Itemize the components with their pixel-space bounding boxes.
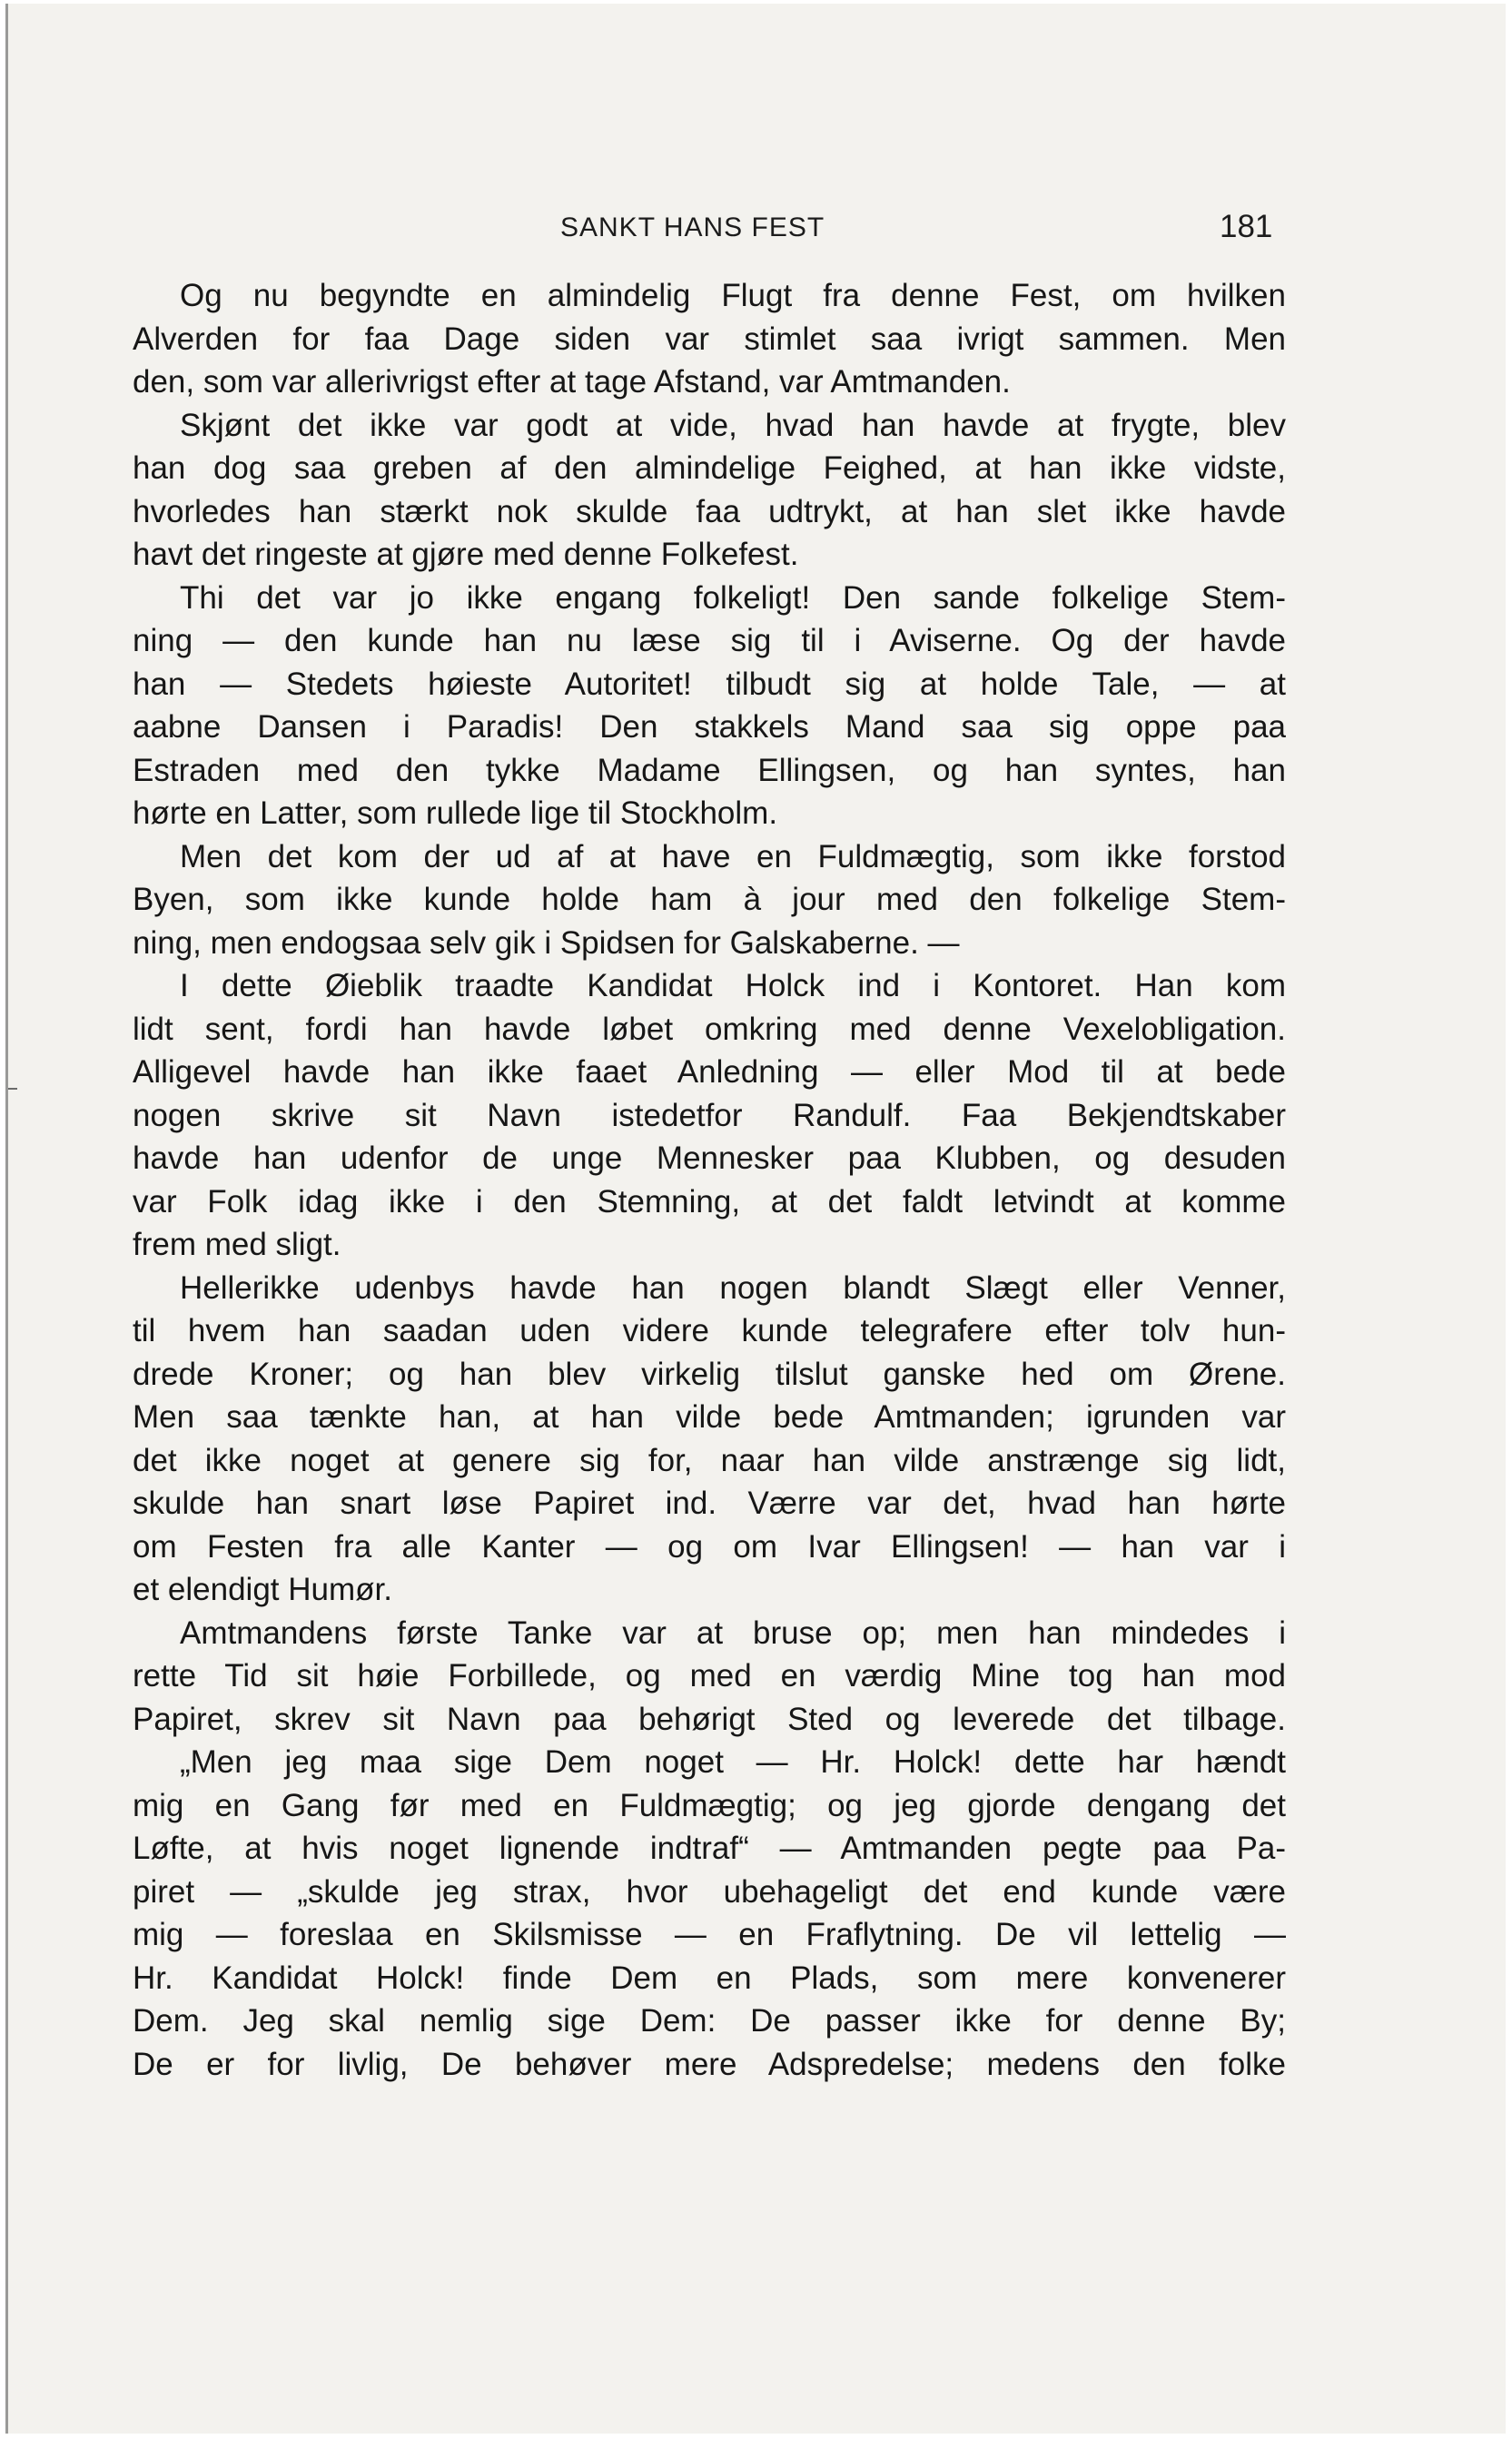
text-line: det ikke noget at genere sig for, naar han vilde anstrænge sig lidt, (133, 1442, 1286, 1478)
text-line: „Men jeg maa sige Dem noget — Hr. Holck! dette har hændt (180, 1744, 1286, 1780)
text-line: et elendigt Humør. (133, 1572, 392, 1607)
text-line: De er for livlig, De behøver mere Adspredelse; medens den folke (133, 2046, 1286, 2082)
text-line: den, som var allerivrigst efter at tage Afstand, var Amtmanden. (133, 364, 1011, 400)
text-line: Byen, som ikke kunde holde ham à jour med den folkelige Stem- (133, 882, 1286, 917)
text-line: I dette Øieblik traadte Kandidat Holck ind i Kontoret. Han kom (180, 968, 1286, 1003)
text-line: Alligevel havde han ikke faaet Anledning — eller Mod til at bede (133, 1054, 1286, 1090)
text-line: Hellerikke udenbys havde han nogen blandt Slægt eller Venner, (180, 1269, 1286, 1306)
text-line: lidt sent, fordi han havde løbet omkring med denne Vexelobligation. (133, 1011, 1286, 1047)
page-edge-mark (8, 1088, 17, 1090)
text-line: Estraden med den tykke Madame Ellingsen, og han syntes, han (133, 752, 1286, 788)
text-line: piret — „skulde jeg strax, hvor ubehageligt det end kunde være (133, 1873, 1286, 1910)
text-line: mig — foreslaa en Skilsmisse — en Fraflytning. De vil lettelig — (133, 1917, 1286, 1952)
text-line: Men saa tænkte han, at han vilde bede Amtmanden; igrunden var (133, 1399, 1286, 1435)
text-line: skulde han snart løse Papiret ind. Værre var det, hvad han hørte (133, 1486, 1286, 1521)
text-line: var Folk idag ikke i den Stemning, at det faldt letvindt at komme (133, 1183, 1286, 1220)
page-number: 181 (1220, 209, 1273, 244)
text-line: drede Kroner; og han blev virkelig tilslut ganske hed om Ørene. (133, 1356, 1286, 1392)
text-line: Løfte, at hvis noget lignende indtraf“ — Amtmanden pegte paa Pa- (133, 1831, 1286, 1866)
text-line: om Festen fra alle Kanter — og om Ivar Ellingsen! — han var i (133, 1528, 1286, 1565)
text-line: havde han udenfor de unge Mennesker paa Klubben, og desuden (133, 1141, 1286, 1176)
text-line: rette Tid sit høie Forbillede, og med en værdig Mine tog han mod (133, 1658, 1286, 1693)
text-line: Men det kom der ud af at have en Fuldmægtig, som ikke forstod (180, 838, 1286, 874)
text-line: han — Stedets høieste Autoritet! tilbudt sig at holde Tale, — at (133, 666, 1286, 702)
text-line: havt det ringeste at gjøre med denne Folkefest. (133, 537, 799, 572)
text-line: Og nu begyndte en almindelig Flugt fra denne Fest, om hvilken (180, 278, 1286, 313)
text-line: hvorledes han stærkt nok skulde faa udtrykt, at han slet ikke havde (133, 493, 1286, 529)
book-page (5, 4, 1506, 2434)
text-line: Dem. Jeg skal nemlig sige Dem: De passer ikke for denne By; (133, 2003, 1286, 2039)
page-header (8, 209, 1506, 245)
text-line: Papiret, skrev sit Navn paa behørigt Sted og leverede det tilbage. (133, 1701, 1286, 1737)
text-line: til hvem han saadan uden videre kunde telegrafere efter tolv hun- (133, 1313, 1286, 1348)
text-line: Thi det var jo ikke engang folkeligt! Den sande folkelige Stem- (180, 579, 1286, 616)
text-line: Skjønt det ikke var godt at vide, hvad han havde at frygte, blev (180, 407, 1286, 443)
text-line: ning — den kunde han nu læse sig til i Aviserne. Og der havde (133, 623, 1286, 658)
text-line: Hr. Kandidat Holck! finde Dem en Plads, som mere konvenerer (133, 1960, 1286, 1996)
text-line: hørte en Latter, som rullede lige til Stockholm. (133, 795, 778, 831)
text-line: nogen skrive sit Navn istedetfor Randulf. Faa Bekjendtskaber (133, 1097, 1286, 1133)
text-line: han dog saa greben af den almindelige Feighed, at han ikke vidste, (133, 450, 1286, 486)
text-line: Alverden for faa Dage siden var stimlet saa ivrigt sammen. Men (133, 321, 1286, 357)
body-text (133, 274, 1286, 2086)
text-line: mig en Gang før med en Fuldmægtig; og jeg gjorde dengang det (133, 1787, 1286, 1823)
text-line: Amtmandens første Tanke var at bruse op; men han mindedes i (180, 1614, 1286, 1651)
running-title: SANKT HANS FEST (560, 212, 825, 242)
text-line: aabne Dansen i Paradis! Den stakkels Mand saa sig oppe paa (133, 709, 1286, 745)
text-line: ning, men endogsaa selv gik i Spidsen for Galskaberne. — (133, 924, 960, 961)
text-line: frem med sligt. (133, 1227, 341, 1262)
